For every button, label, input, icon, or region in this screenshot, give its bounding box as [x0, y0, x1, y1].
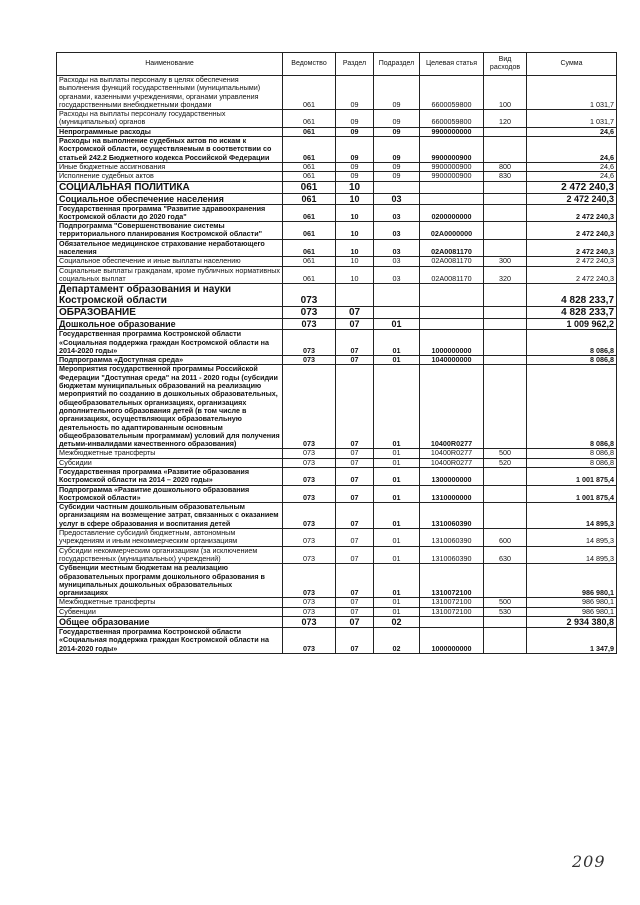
cell-target-item: 1000000000 — [420, 628, 484, 654]
cell-amount: 14 895,3 — [527, 503, 617, 529]
table-row — [57, 458, 617, 467]
cell-subsection — [374, 307, 420, 319]
cell-amount: 2 934 380,8 — [527, 617, 617, 628]
cell-name: Субсидии частным дошкольным образовательным организациям на возмещение затрат, связанных с оказанием услуг в сфере образования и воспитания детей — [57, 503, 283, 529]
header-expense-type: Вид расходов — [484, 53, 527, 76]
cell-amount: 1 347,9 — [527, 628, 617, 654]
table-row — [57, 172, 617, 181]
cell-subsection: 09 — [374, 110, 420, 128]
table-row — [57, 76, 617, 110]
cell-department: 073 — [283, 330, 336, 356]
cell-amount: 2 472 240,3 — [527, 266, 617, 284]
table-row — [57, 110, 617, 128]
cell-name: Субвенции — [57, 607, 283, 616]
cell-section: 07 — [336, 449, 374, 458]
cell-department: 073 — [283, 319, 336, 330]
cell-expense-type: 630 — [484, 546, 527, 564]
cell-amount: 4 828 233,7 — [527, 284, 617, 307]
cell-name: Расходы на выплаты персоналу государственных (муниципальных) органов — [57, 110, 283, 128]
cell-subsection: 01 — [374, 449, 420, 458]
cell-name: Подпрограмма «Доступная среда» — [57, 356, 283, 365]
cell-department: 061 — [283, 266, 336, 284]
cell-target-item: 1310060390 — [420, 503, 484, 529]
cell-subsection: 01 — [374, 330, 420, 356]
cell-department: 073 — [283, 284, 336, 307]
cell-department: 073 — [283, 503, 336, 529]
cell-expense-type: 500 — [484, 598, 527, 607]
cell-target-item: 0200000000 — [420, 204, 484, 222]
cell-subsection: 09 — [374, 127, 420, 136]
cell-amount: 1 001 875,4 — [527, 467, 617, 485]
cell-section: 07 — [336, 598, 374, 607]
cell-section: 09 — [336, 76, 374, 110]
budget-table — [56, 52, 617, 654]
cell-department: 073 — [283, 485, 336, 503]
table-row — [57, 162, 617, 171]
cell-department: 073 — [283, 628, 336, 654]
cell-subsection: 01 — [374, 467, 420, 485]
cell-section: 10 — [336, 204, 374, 222]
cell-department: 061 — [283, 110, 336, 128]
cell-amount: 986 980,1 — [527, 607, 617, 616]
cell-target-item — [420, 319, 484, 330]
cell-name: Общее образование — [57, 617, 283, 628]
cell-target-item: 9900000000 — [420, 127, 484, 136]
cell-target-item: 9900000900 — [420, 162, 484, 171]
cell-name: Дошкольное образование — [57, 319, 283, 330]
cell-department: 073 — [283, 449, 336, 458]
cell-department: 061 — [283, 76, 336, 110]
cell-expense-type: 530 — [484, 607, 527, 616]
table-row — [57, 222, 617, 240]
cell-name: Государственная программа "Развитие здравоохранения Костромской области до 2020 года" — [57, 204, 283, 222]
cell-expense-type — [484, 204, 527, 222]
cell-amount: 2 472 240,3 — [527, 204, 617, 222]
cell-subsection: 01 — [374, 503, 420, 529]
table-row — [57, 485, 617, 503]
cell-target-item: 10400R0277 — [420, 458, 484, 467]
cell-amount: 14 895,3 — [527, 546, 617, 564]
cell-target-item — [420, 617, 484, 628]
cell-target-item: 10400R0277 — [420, 365, 484, 449]
cell-target-item: 9900000900 — [420, 137, 484, 163]
cell-department: 061 — [283, 162, 336, 171]
cell-subsection — [374, 284, 420, 307]
cell-section — [336, 284, 374, 307]
table-row — [57, 284, 617, 307]
cell-section: 07 — [336, 365, 374, 449]
cell-section: 07 — [336, 467, 374, 485]
cell-expense-type: 100 — [484, 76, 527, 110]
cell-target-item: 1300000000 — [420, 467, 484, 485]
header-name: Наименование — [57, 53, 283, 76]
cell-section: 09 — [336, 172, 374, 181]
header-department: Ведомство — [283, 53, 336, 76]
header-subsection: Подраздел — [374, 53, 420, 76]
cell-subsection: 03 — [374, 204, 420, 222]
cell-name: Иные бюджетные ассигнования — [57, 162, 283, 171]
cell-department: 073 — [283, 546, 336, 564]
cell-subsection: 01 — [374, 319, 420, 330]
cell-department: 073 — [283, 356, 336, 365]
cell-subsection: 01 — [374, 529, 420, 547]
cell-expense-type — [484, 467, 527, 485]
cell-target-item: 1310000000 — [420, 485, 484, 503]
cell-amount: 24,6 — [527, 127, 617, 136]
cell-department: 073 — [283, 529, 336, 547]
cell-amount: 986 980,1 — [527, 564, 617, 598]
cell-section: 07 — [336, 529, 374, 547]
table-row — [57, 204, 617, 222]
cell-expense-type — [484, 222, 527, 240]
cell-department: 061 — [283, 204, 336, 222]
cell-amount: 8 086,8 — [527, 365, 617, 449]
table-row — [57, 617, 617, 628]
cell-expense-type — [484, 284, 527, 307]
cell-section: 07 — [336, 458, 374, 467]
cell-department: 061 — [283, 239, 336, 257]
cell-section: 07 — [336, 564, 374, 598]
cell-section: 07 — [336, 319, 374, 330]
cell-name: Социальное обеспечение и иные выплаты населению — [57, 257, 283, 266]
table-row — [57, 546, 617, 564]
cell-department: 061 — [283, 181, 336, 193]
cell-subsection: 01 — [374, 485, 420, 503]
cell-expense-type: 500 — [484, 449, 527, 458]
cell-name: СОЦИАЛЬНАЯ ПОЛИТИКА — [57, 181, 283, 193]
cell-target-item — [420, 284, 484, 307]
cell-name: Непрограммные расходы — [57, 127, 283, 136]
cell-name: Расходы на выполнение судебных актов по искам к Костромской области, осуществляемым в соответствии со статьей 242.2 Бюджетного кодекса Российской Федерации — [57, 137, 283, 163]
cell-name: ОБРАЗОВАНИЕ — [57, 307, 283, 319]
table-body — [57, 76, 617, 654]
cell-expense-type — [484, 356, 527, 365]
cell-subsection: 03 — [374, 239, 420, 257]
cell-department: 073 — [283, 598, 336, 607]
cell-subsection: 01 — [374, 546, 420, 564]
cell-name: Исполнение судебных актов — [57, 172, 283, 181]
cell-subsection: 01 — [374, 607, 420, 616]
table-row — [57, 564, 617, 598]
cell-expense-type — [484, 503, 527, 529]
cell-subsection: 02 — [374, 628, 420, 654]
cell-target-item: 1310072100 — [420, 607, 484, 616]
cell-section: 09 — [336, 162, 374, 171]
cell-name: Социальные выплаты гражданам, кроме публичных нормативных социальных выплат — [57, 266, 283, 284]
cell-amount: 2 472 240,3 — [527, 239, 617, 257]
cell-subsection: 03 — [374, 266, 420, 284]
cell-department: 073 — [283, 564, 336, 598]
cell-name: Субсидии — [57, 458, 283, 467]
table-row — [57, 467, 617, 485]
cell-section: 07 — [336, 356, 374, 365]
cell-amount: 24,6 — [527, 137, 617, 163]
cell-expense-type: 520 — [484, 458, 527, 467]
cell-subsection — [374, 181, 420, 193]
cell-name: Департамент образования и науки Костромской области — [57, 284, 283, 307]
cell-expense-type — [484, 365, 527, 449]
cell-target-item: 02А0081170 — [420, 239, 484, 257]
table-row — [57, 137, 617, 163]
table-row — [57, 127, 617, 136]
cell-target-item: 02А0000000 — [420, 222, 484, 240]
cell-department: 073 — [283, 607, 336, 616]
cell-target-item: 6600059800 — [420, 76, 484, 110]
cell-section: 07 — [336, 503, 374, 529]
cell-target-item: 1000000000 — [420, 330, 484, 356]
cell-expense-type — [484, 319, 527, 330]
cell-name: Государственная программа Костромской области «Социальная поддержка граждан Костромской области на 2014-2020 годы» — [57, 330, 283, 356]
cell-expense-type — [484, 127, 527, 136]
cell-name: Подпрограмма «Развитие дошкольного образования Костромской области» — [57, 485, 283, 503]
cell-expense-type — [484, 307, 527, 319]
table-row — [57, 307, 617, 319]
table-row — [57, 239, 617, 257]
cell-department: 073 — [283, 365, 336, 449]
cell-target-item — [420, 307, 484, 319]
cell-section: 07 — [336, 330, 374, 356]
cell-amount: 2 472 240,3 — [527, 222, 617, 240]
cell-target-item: 1310072100 — [420, 598, 484, 607]
cell-subsection: 03 — [374, 193, 420, 204]
cell-name: Межбюджетные трансферты — [57, 449, 283, 458]
table-row — [57, 529, 617, 547]
cell-expense-type: 600 — [484, 529, 527, 547]
cell-department: 073 — [283, 307, 336, 319]
cell-name: Государственная программа Костромской области «Социальная поддержка граждан Костромской области на 2014-2020 годы» — [57, 628, 283, 654]
cell-department: 061 — [283, 222, 336, 240]
cell-expense-type — [484, 137, 527, 163]
cell-amount: 8 086,8 — [527, 356, 617, 365]
cell-expense-type — [484, 564, 527, 598]
table-row — [57, 607, 617, 616]
cell-department: 073 — [283, 467, 336, 485]
cell-amount: 1 009 962,2 — [527, 319, 617, 330]
cell-expense-type — [484, 617, 527, 628]
header-section: Раздел — [336, 53, 374, 76]
cell-section: 07 — [336, 628, 374, 654]
cell-section: 10 — [336, 257, 374, 266]
cell-expense-type — [484, 239, 527, 257]
cell-amount: 1 031,7 — [527, 76, 617, 110]
cell-department: 073 — [283, 458, 336, 467]
cell-section: 09 — [336, 137, 374, 163]
cell-section: 07 — [336, 546, 374, 564]
cell-subsection: 09 — [374, 162, 420, 171]
table-row — [57, 181, 617, 193]
cell-amount: 1 001 875,4 — [527, 485, 617, 503]
cell-target-item: 9900000900 — [420, 172, 484, 181]
cell-name: Субсидии некоммерческим организациям (за исключением государственных (муниципальных) учреждений) — [57, 546, 283, 564]
cell-subsection: 01 — [374, 356, 420, 365]
cell-name: Предоставление субсидий бюджетным, автономным учреждениям и иным некоммерческим организациям — [57, 529, 283, 547]
cell-department: 061 — [283, 137, 336, 163]
cell-amount: 2 472 240,3 — [527, 193, 617, 204]
cell-name: Государственная программа «Развитие образования Костромской области на 2014 – 2020 годы» — [57, 467, 283, 485]
cell-target-item — [420, 193, 484, 204]
cell-section: 10 — [336, 222, 374, 240]
cell-section: 09 — [336, 127, 374, 136]
page-number: 209 — [572, 852, 606, 871]
cell-section: 10 — [336, 193, 374, 204]
cell-amount: 8 086,8 — [527, 330, 617, 356]
cell-subsection: 09 — [374, 137, 420, 163]
cell-section: 07 — [336, 607, 374, 616]
cell-department: 073 — [283, 617, 336, 628]
cell-target-item: 02А0081170 — [420, 266, 484, 284]
cell-amount: 4 828 233,7 — [527, 307, 617, 319]
cell-subsection: 02 — [374, 617, 420, 628]
cell-amount: 8 086,8 — [527, 458, 617, 467]
cell-expense-type: 120 — [484, 110, 527, 128]
cell-target-item — [420, 181, 484, 193]
cell-target-item: 1310072100 — [420, 564, 484, 598]
table-header-row — [57, 53, 617, 76]
header-amount: Сумма — [527, 53, 617, 76]
cell-amount: 24,6 — [527, 162, 617, 171]
cell-target-item: 1310060390 — [420, 529, 484, 547]
header-target-item: Целевая статья — [420, 53, 484, 76]
cell-amount: 14 895,3 — [527, 529, 617, 547]
cell-subsection: 09 — [374, 76, 420, 110]
cell-expense-type: 830 — [484, 172, 527, 181]
cell-amount: 1 031,7 — [527, 110, 617, 128]
cell-subsection: 03 — [374, 257, 420, 266]
cell-section: 07 — [336, 617, 374, 628]
cell-target-item: 1310060390 — [420, 546, 484, 564]
cell-section: 09 — [336, 110, 374, 128]
cell-target-item: 10400R0277 — [420, 449, 484, 458]
table-row — [57, 319, 617, 330]
cell-expense-type: 320 — [484, 266, 527, 284]
table-row — [57, 628, 617, 654]
cell-name: Обязательное медицинское страхование неработающего населения — [57, 239, 283, 257]
cell-subsection: 01 — [374, 598, 420, 607]
cell-target-item: 6600059800 — [420, 110, 484, 128]
cell-expense-type: 800 — [484, 162, 527, 171]
cell-name: Подпрограмма "Совершенствование системы территориального планирования Костромской области" — [57, 222, 283, 240]
cell-section: 07 — [336, 485, 374, 503]
table-row — [57, 365, 617, 449]
cell-name: Субвенции местным бюджетам на реализацию образовательных программ дошкольного образования в муниципальных дошкольных образовательных организациях — [57, 564, 283, 598]
cell-amount: 986 980,1 — [527, 598, 617, 607]
cell-subsection: 09 — [374, 172, 420, 181]
cell-section: 07 — [336, 307, 374, 319]
cell-expense-type — [484, 181, 527, 193]
table-row — [57, 598, 617, 607]
cell-expense-type — [484, 193, 527, 204]
table-row — [57, 503, 617, 529]
cell-amount: 2 472 240,3 — [527, 257, 617, 266]
cell-expense-type — [484, 330, 527, 356]
cell-amount: 24,6 — [527, 172, 617, 181]
table-row — [57, 193, 617, 204]
table-row — [57, 449, 617, 458]
cell-name: Расходы на выплаты персоналу в целях обеспечения выполнения функций государственными (муниципальными) органами, казенными учреждениями, органами управления государственными внебюджетными фондами — [57, 76, 283, 110]
cell-amount: 2 472 240,3 — [527, 181, 617, 193]
cell-department: 061 — [283, 193, 336, 204]
cell-expense-type: 300 — [484, 257, 527, 266]
cell-subsection: 01 — [374, 458, 420, 467]
cell-department: 061 — [283, 127, 336, 136]
cell-name: Мероприятия государственной программы Российской Федерации "Доступная среда" на 2011 - 2020 годы (субсидии бюджетам муниципальных образований на реализацию мероприятий по созданию в дошкольных образовательных, общеобразовательных организациях, организациях дополнительного образования детей (в том числе в организациях, осуществляющих образовательную деятельность по адаптированным основным общеобразовательным программам) условий для получения детьми-инвалидами качественного образования) — [57, 365, 283, 449]
table-row — [57, 330, 617, 356]
cell-section: 10 — [336, 181, 374, 193]
cell-target-item: 1040000000 — [420, 356, 484, 365]
cell-name: Социальное обеспечение населения — [57, 193, 283, 204]
cell-expense-type — [484, 485, 527, 503]
cell-expense-type — [484, 628, 527, 654]
table-row — [57, 257, 617, 266]
cell-department: 061 — [283, 257, 336, 266]
table-row — [57, 356, 617, 365]
cell-department: 061 — [283, 172, 336, 181]
cell-amount: 8 086,8 — [527, 449, 617, 458]
cell-subsection: 01 — [374, 365, 420, 449]
cell-name: Межбюджетные трансферты — [57, 598, 283, 607]
cell-subsection: 01 — [374, 564, 420, 598]
cell-section: 10 — [336, 266, 374, 284]
cell-target-item: 02А0081170 — [420, 257, 484, 266]
table-row — [57, 266, 617, 284]
cell-section: 10 — [336, 239, 374, 257]
cell-subsection: 03 — [374, 222, 420, 240]
